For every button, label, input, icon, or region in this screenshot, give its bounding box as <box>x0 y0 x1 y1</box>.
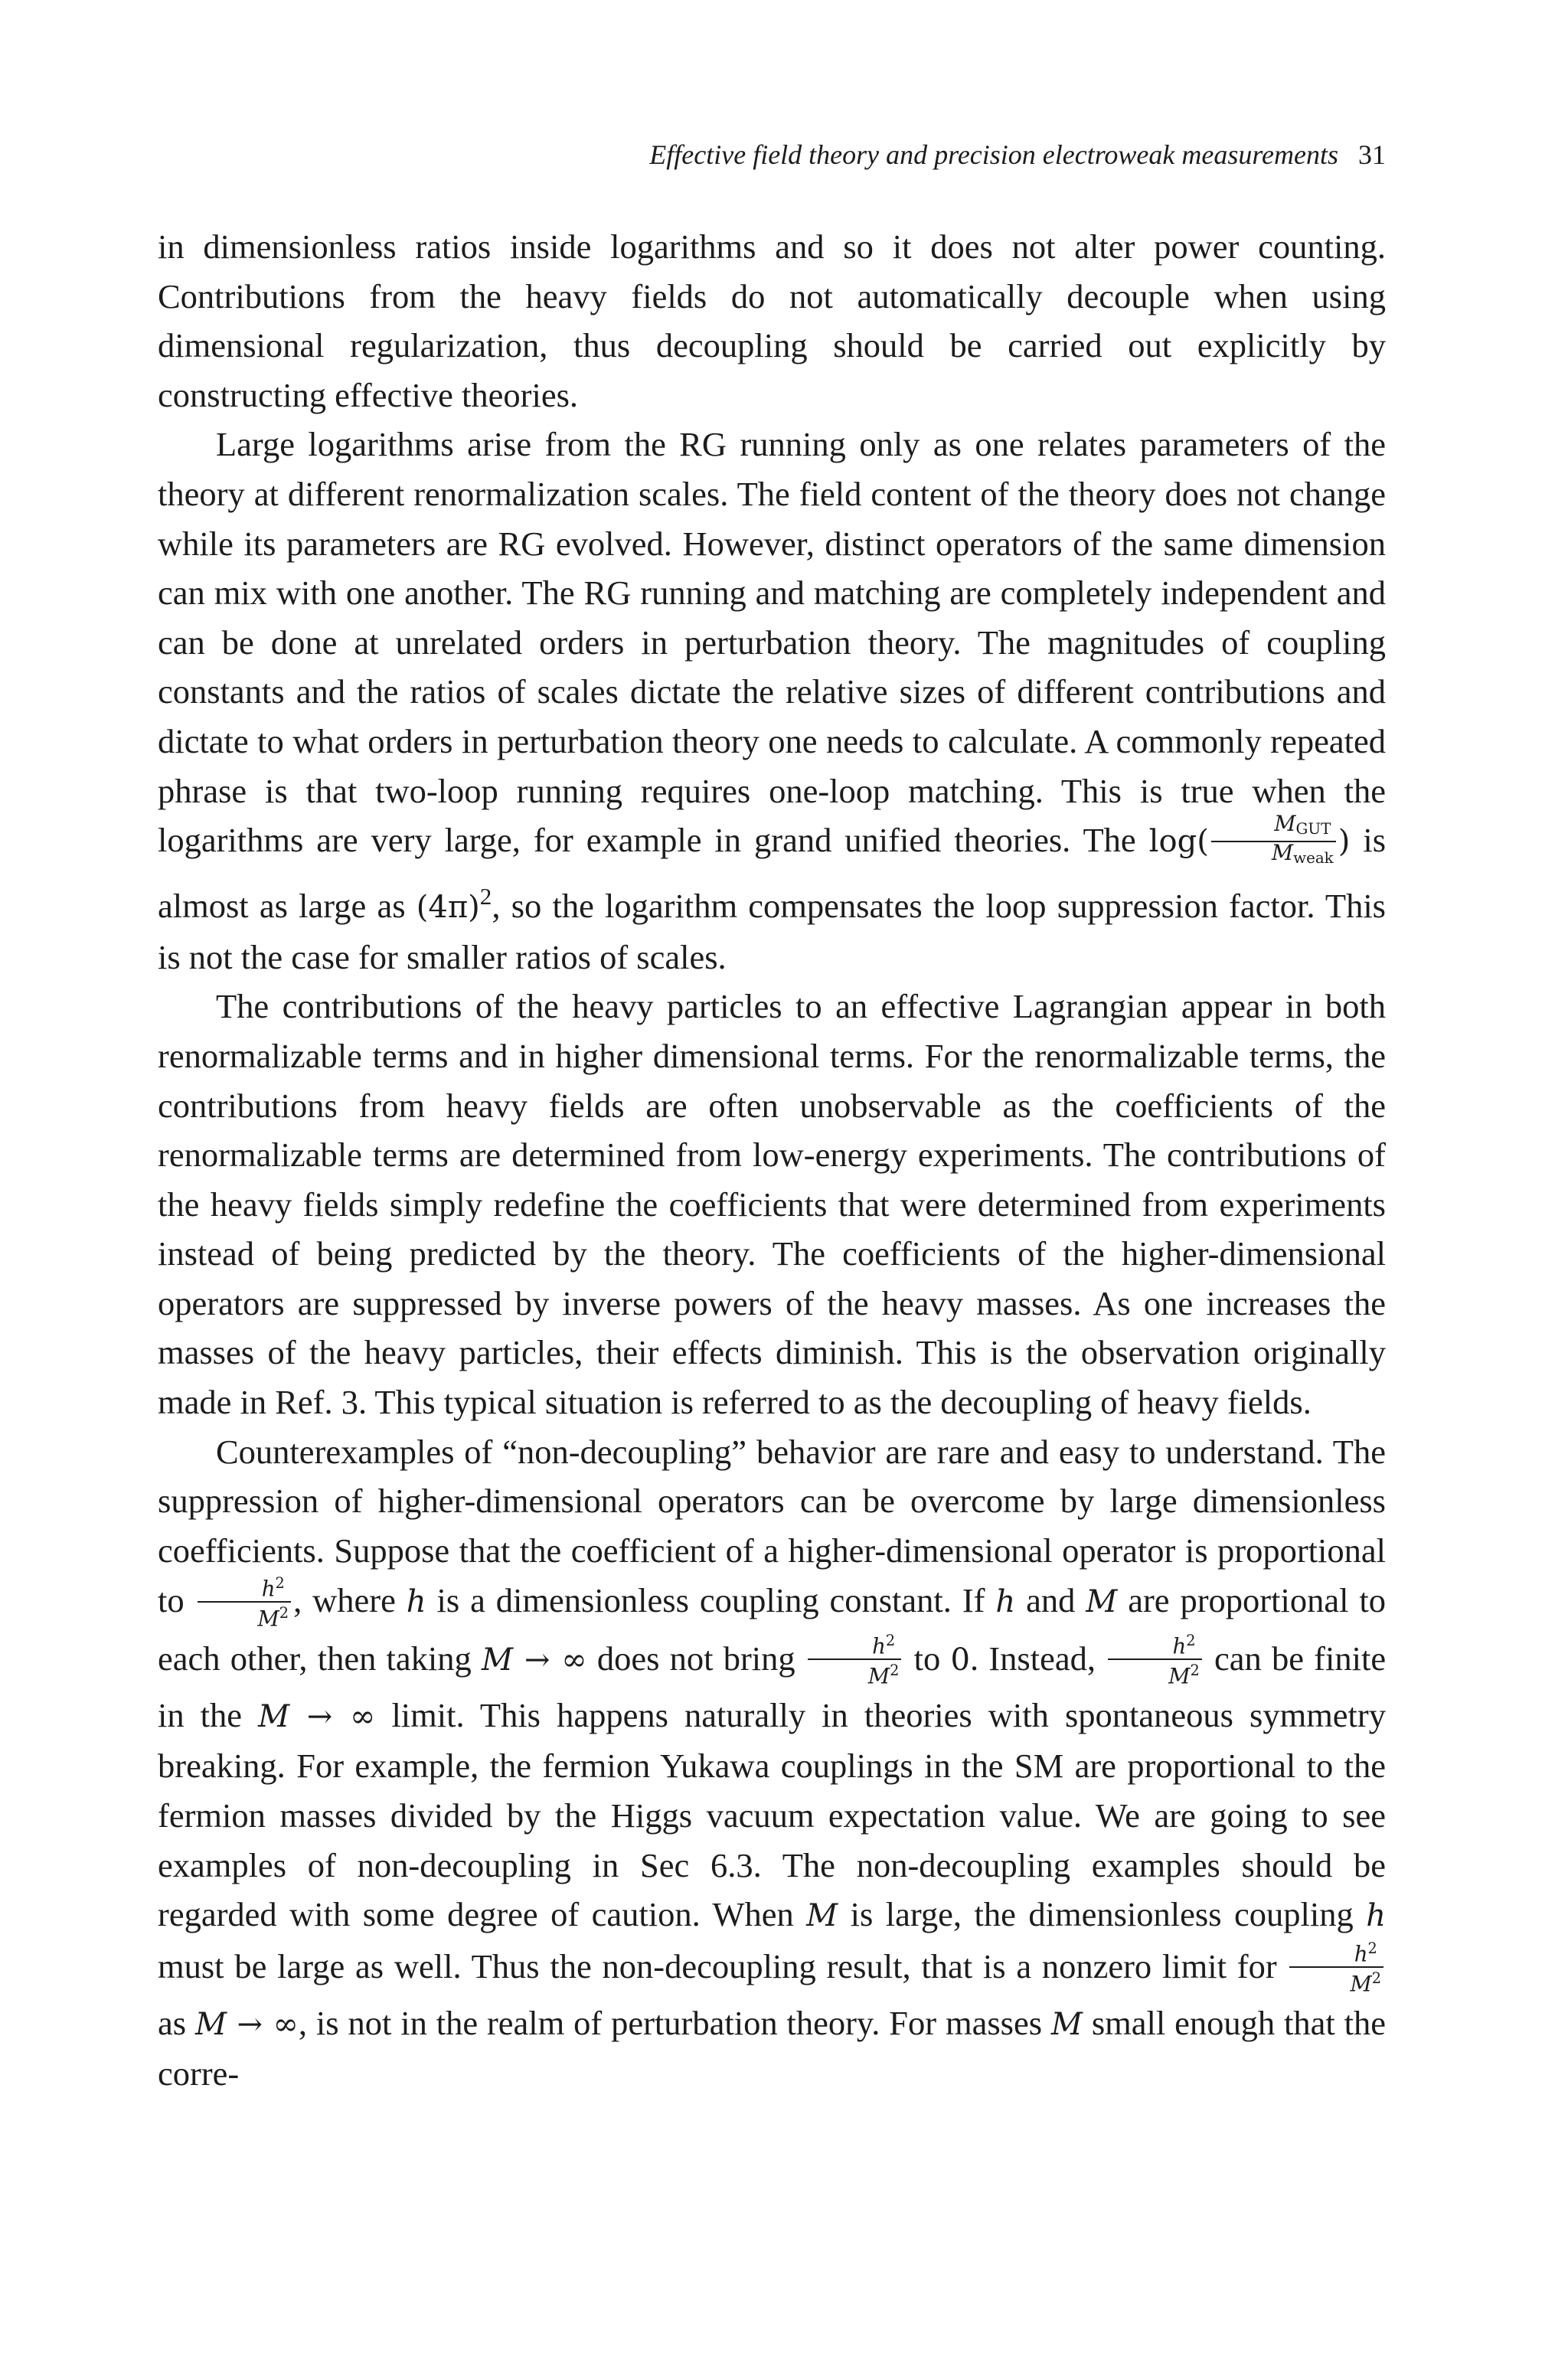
paragraph-2-text-a: Large logarithms arise from the RG running only as one relates parameters of the theory at different renormalization scales. The field content of the theory does not change while its parameters are RG evolved. However, distinct operators of the same dimension can mix with one another. The RG running and matching are completely independent and can be done at unrelated orders in perturbation theory. The magnitudes of coupling constants and the ratios of scales dictate the relative sizes of different contributions and dictate to what orders in perturbation theory one needs to calculate. A commonly repeated phrase is that two-loop running requires one-loop matching. This is true when the logarithms are very large, for example in grand unified theories. The <box>158 425 1386 860</box>
ratio-denominator: M <box>1271 839 1294 865</box>
paragraph-4-text-l: must be large as well. Thus the non-decoupling result, that is a nonzero limit for <box>158 1946 1277 1985</box>
paragraph-4-text-e: are proportional to each other, then taking <box>158 1581 1386 1678</box>
ratio-denominator-sub: weak <box>1293 848 1334 867</box>
paragraph-2 <box>158 420 1386 982</box>
paragraph-4-text-h: . Instead, <box>970 1639 1096 1678</box>
symbol-h: h <box>406 1584 426 1620</box>
h2-over-m2-fraction: $\frac{h^2}{M^2}$ <box>198 1573 292 1630</box>
h2-over-m2-fraction: $\frac{h^2}{M^2}$ <box>1289 1938 1383 1995</box>
symbol-m: M <box>1050 2006 1083 2042</box>
log-open: log( <box>1148 824 1209 860</box>
paragraph-3: The contributions of the heavy particles to an effective Lagrangian appear in both renormalizable terms and in higher dimensional terms. For the renormalizable terms, the contributions from heavy fields are often unobservable as the coefficients of the renormalizable terms are determined from low-energy experiments. The contributions of the heavy fields simply redefine the coefficients that were determined from experiments instead of being predicted by the theory. The coefficients of the higher-dimensional operators are suppressed by inverse powers of the heavy masses. As one increases the masses of the heavy particles, their effects diminish. This is the observation originally made in Ref. 3. This typical situation is referred to as the decoupling of heavy fields. <box>158 987 1386 1422</box>
ratio-numerator-sub: GUT <box>1295 819 1331 838</box>
paragraph-4-text-a: Counterexamples of “non-decoupling” behavior are rare and easy to understand. The suppression of higher-dimensional operators can be overcome by large dimensionless coefficients. Suppose that the coefficient of a higher-dimensional operator is proportional to <box>158 1432 1386 1620</box>
paragraph-1: in dimensionless ratios inside logarithms and so it does not alter power counting. Contributions from the heavy fields do not automatically decouple when using dimensional regularization, thus decoupling should be carried out explicitly by constructing effective theories. <box>158 227 1386 414</box>
paragraph-4-text-j: limit. This happens naturally in theories with spontaneous symmetry breaking. For example, the fermion Yukawa couplings in the SM are proportional to the fermion masses divided by the Higgs vacuum expectation value. We are going to see examples of non-decoupling in Sec 6.3. The non-decoupling examples should be regarded with some degree of caution. When <box>158 1695 1386 1934</box>
limit-expression: M → ∞ <box>482 1642 587 1678</box>
page-number: 31 <box>1358 139 1386 170</box>
symbol-m: M <box>1086 1584 1118 1620</box>
symbol-h: h <box>1366 1898 1386 1934</box>
running-title: Effective field theory and precision electroweak measurements <box>649 139 1338 170</box>
symbol-h: h <box>995 1584 1016 1620</box>
h2-over-m2-fraction: $\frac{h^2}{M^2}$ <box>808 1630 902 1688</box>
paragraph-2-text-c: , so the logarithm compensates the loop suppression factor. This is not the case for smaller ratios of scales. <box>158 887 1386 976</box>
paragraph-4 <box>158 1427 1386 2099</box>
four-pi: (4π) <box>416 890 480 926</box>
ratio-numerator: M <box>1274 810 1296 836</box>
paragraph-4-text-k: is large, the dimensionless coupling <box>850 1895 1354 1934</box>
four-pi-exponent: 2 <box>479 883 492 910</box>
paragraph-4-text-m: as <box>158 2003 187 2042</box>
paragraph-4-text-o: small enough that the corre- <box>158 2003 1386 2093</box>
body-text <box>158 222 1386 2099</box>
paragraph-4-text-g: to <box>913 1639 941 1678</box>
paragraph-4-text-f: does not bring <box>596 1639 795 1678</box>
limit-expression: M → ∞ <box>258 1698 376 1734</box>
running-head <box>649 138 1386 172</box>
paragraph-4-text-i: can be finite in the <box>158 1639 1387 1734</box>
symbol-zero: 0 <box>950 1642 970 1678</box>
log-close: ) <box>1338 824 1351 860</box>
paragraph-4-text-c: is a dimensionless coupling constant. If <box>436 1581 985 1620</box>
symbol-m: M <box>806 1898 838 1934</box>
paragraph-4-text-b: , where <box>293 1581 396 1620</box>
paragraph-2-text-b: is almost as large as <box>158 821 1387 926</box>
h2-over-m2-fraction: $\frac{h^2}{M^2}$ <box>1108 1630 1202 1688</box>
paragraph-4-text-d: and <box>1026 1581 1076 1620</box>
gut-weak-ratio <box>1211 810 1336 870</box>
paragraph-4-text-n: , is not in the realm of perturbation theory. For masses <box>298 2003 1043 2042</box>
limit-expression: M → ∞ <box>194 2006 299 2042</box>
